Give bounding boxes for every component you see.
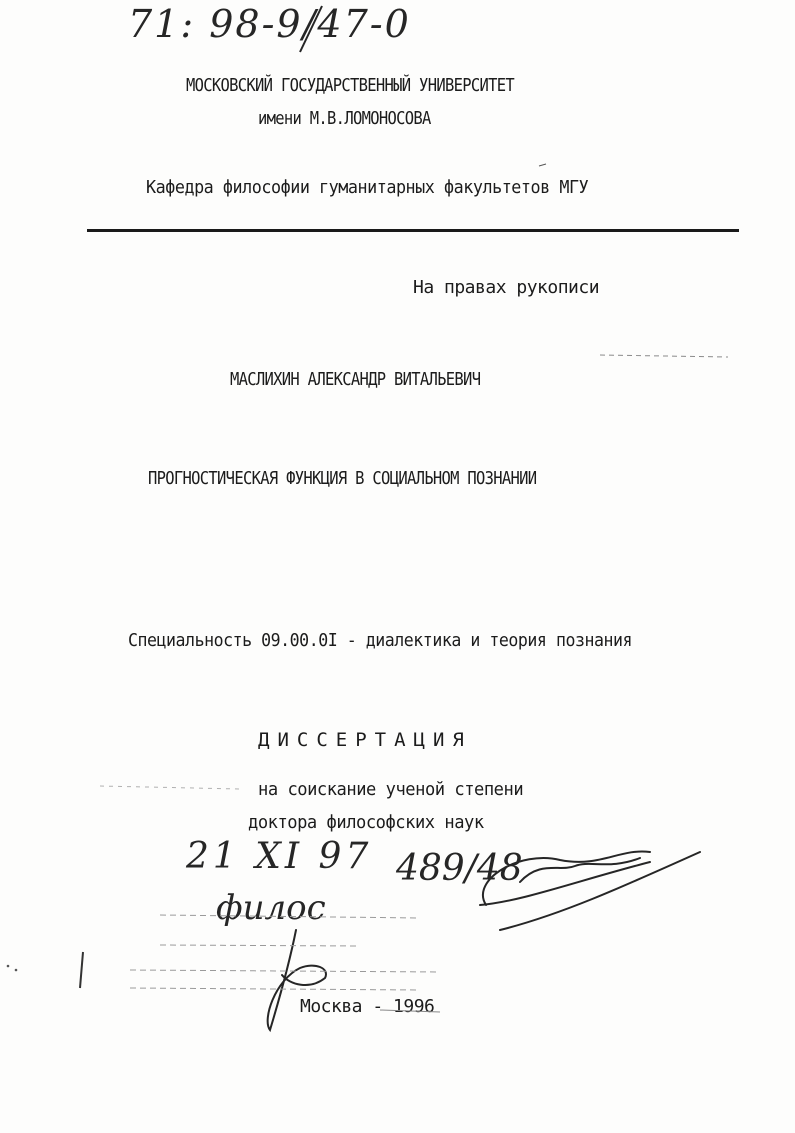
handwritten-number: 489/48 — [396, 848, 523, 889]
handwritten-date: 21 XI 97 — [186, 836, 373, 877]
margin-dot — [15, 969, 18, 972]
author-name: МАСЛИХИН АЛЕКСАНДР ВИТАЛЬЕВИЧ — [230, 369, 481, 390]
dissertation-title: ПРОГНОСТИЧЕСКАЯ ФУНКЦИЯ В СОЦИАЛЬНОМ ПОЗНАНИИ — [148, 468, 537, 489]
handwritten-catalog-code: 71: 98-9/47-0 — [128, 2, 411, 46]
faint-dash-trace — [600, 355, 728, 357]
university-name: МОСКОВСКИЙ ГОСУДАРСТВЕННЫЙ УНИВЕРСИТЕТ — [186, 75, 515, 96]
document-type: ДИССЕРТАЦИЯ — [258, 729, 472, 751]
margin-dot — [7, 965, 10, 968]
header-divider — [87, 229, 739, 232]
specialty-line: Специальность 09.00.0I - диалектика и теория познания — [128, 630, 633, 651]
degree-dash-trace — [100, 786, 240, 789]
tick-mark — [539, 164, 546, 166]
city-year: Москва - 1996 — [300, 996, 435, 1017]
manuscript-rights-note: На правах рукописи — [413, 277, 600, 298]
handwritten-note: филос — [216, 888, 326, 928]
margin-mark — [80, 952, 83, 988]
department-name: Кафедра философии гуманитарных факультетов МГУ — [146, 177, 589, 198]
degree-line-2: доктора философских наук — [248, 812, 484, 833]
degree-line-1: на соискание ученой степени — [258, 779, 524, 800]
university-named-after: имени М.В.ЛОМОНОСОВА — [258, 108, 431, 129]
